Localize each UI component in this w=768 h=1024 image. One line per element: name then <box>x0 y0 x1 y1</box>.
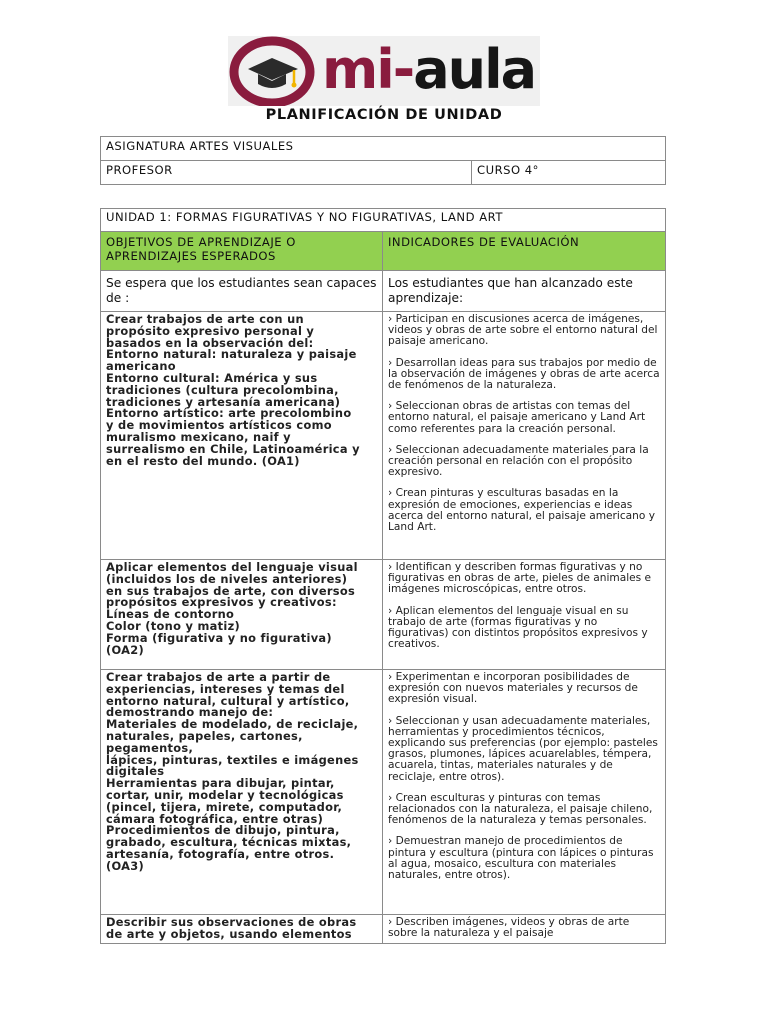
indicator-item: › Seleccionan y usan adecuadamente materiales, herramientas y procedimientos técnicos, explicando sus preferencias (por ejemplo: pasteles grasos, plumones, lápices acuarelables, témpera, acuarela, tintas, materiales naturales y de reciclaje, entre otros). <box>388 714 658 783</box>
unit-title: UNIDAD 1: FORMAS FIGURATIVAS Y NO FIGURATIVAS, LAND ART <box>101 209 666 232</box>
indicator-item: › Participan en discusiones acerca de imágenes, videos y obras de arte sobre el entorno natural del paisaje americano. <box>388 313 658 348</box>
page-title: PLANIFICACIÓN DE UNIDAD <box>265 107 503 123</box>
indicator-item: › Experimentan e incorporan posibilidades de expresión con nuevos materiales y recursos de expresión visual. <box>388 671 638 706</box>
profesor-cell: PROFESOR <box>101 161 472 185</box>
indicators-cell <box>383 560 666 670</box>
indicator-item: › Seleccionan adecuadamente materiales para la creación personal en relación con el propósito expresivo. <box>388 443 649 479</box>
indicator-item: › Describen imágenes, videos y obras de arte sobre la naturaleza y el paisaje <box>388 916 630 940</box>
indicator-item: › Identifican y describen formas figurativas y no figurativas en obras de arte, pieles de animales e imágenes microscópicas, entre otros. <box>388 561 652 596</box>
objectives-header: OBJETIVOS DE APRENDIZAJE O APRENDIZAJES ESPERADOS <box>101 232 383 271</box>
logo-wordmark: mi-aula <box>322 38 536 101</box>
table-row <box>101 670 666 915</box>
curso-cell: CURSO 4° <box>472 161 666 185</box>
table-row <box>101 915 666 944</box>
table-row <box>101 312 666 560</box>
indicators-cell <box>383 670 666 915</box>
objective-cell: Aplicar elementos del lenguaje visual (incluidos los de niveles anteriores) en sus trabajos de arte, con diversos propósitos expresivos y creativos: Líneas de contorno Color (tono y matiz) Forma (figurativa y no figurativa) (OA2) <box>101 560 383 670</box>
indicators-cell <box>383 915 666 944</box>
asignatura-cell: ASIGNATURA ARTES VISUALES <box>101 137 666 161</box>
objective-cell: Crear trabajos de arte a partir de experiencias, intereses y temas del entorno natural, cultural y artístico, demostrando manejo de: Materiales de modelado, de reciclaje, naturales, papeles, cartones, pegamentos, lápices, pinturas, textiles e imágenes digitales Herramientas para dibujar, pintar, cortar, unir, modelar y tecnológicas (pincel, tijera, mirete, computador, cámara fotográfica, entre otras) Procedimientos de dibujo, pintura, grabado, escultura, técnicas mixtas, artesanía, fotografía, entre otros. (OA3) <box>101 670 383 915</box>
indicator-item: › Desarrollan ideas para sus trabajos por medio de la observación de imágenes y obras de arte acerca de fenómenos de la naturaleza. <box>388 356 660 392</box>
indicators-subheader: Los estudiantes que han alcanzado este aprendizaje: <box>383 271 666 312</box>
unit-table <box>100 208 666 944</box>
graduation-cap-icon <box>228 36 318 106</box>
indicators-header: INDICADORES DE EVALUACIÓN <box>383 232 666 271</box>
objective-cell: Crear trabajos de arte con un propósito expresivo personal y basados en la observación del: Entorno natural: naturaleza y paisaje americano Entorno cultural: América y sus tradiciones (cultura precolombina, tradiciones y artesanía americana) Entorno artístico: arte precolombino y de movimientos artísticos como muralismo mexicano, naif y surrealismo en Chile, Latinoamérica y en el resto del mundo. (OA1) <box>101 312 383 560</box>
info-table <box>100 136 666 185</box>
indicator-item: › Crean pinturas y esculturas basadas en la expresión de emociones, experiencias e ideas acerca del entorno natural, el paisaje americano y Land Art. <box>388 487 655 534</box>
indicator-item: › Crean esculturas y pinturas con temas relacionados con la naturaleza, el paisaje chileno, fenómenos de la naturaleza y temas personales. <box>388 791 653 827</box>
table-row <box>101 560 666 670</box>
objectives-subheader: Se espera que los estudiantes sean capaces de : <box>101 271 383 312</box>
indicator-item: › Aplican elementos del lenguaje visual en su trabajo de arte (formas figurativas y no figurativas) con distintos propósitos expresivos y creativos. <box>388 604 648 651</box>
objective-cell: Describir sus observaciones de obras de arte y objetos, usando elementos <box>101 915 383 944</box>
indicator-item: › Seleccionan obras de artistas con temas del entorno natural, el paisaje americano y Land Art como referentes para la creación personal. <box>388 400 646 435</box>
logo <box>228 36 540 106</box>
indicator-item: › Demuestran manejo de procedimientos de pintura y escultura (pintura con lápices o pinturas al agua, mosaico, escultura con materiales naturales, entre otros). <box>388 835 654 882</box>
indicators-cell <box>383 312 666 560</box>
